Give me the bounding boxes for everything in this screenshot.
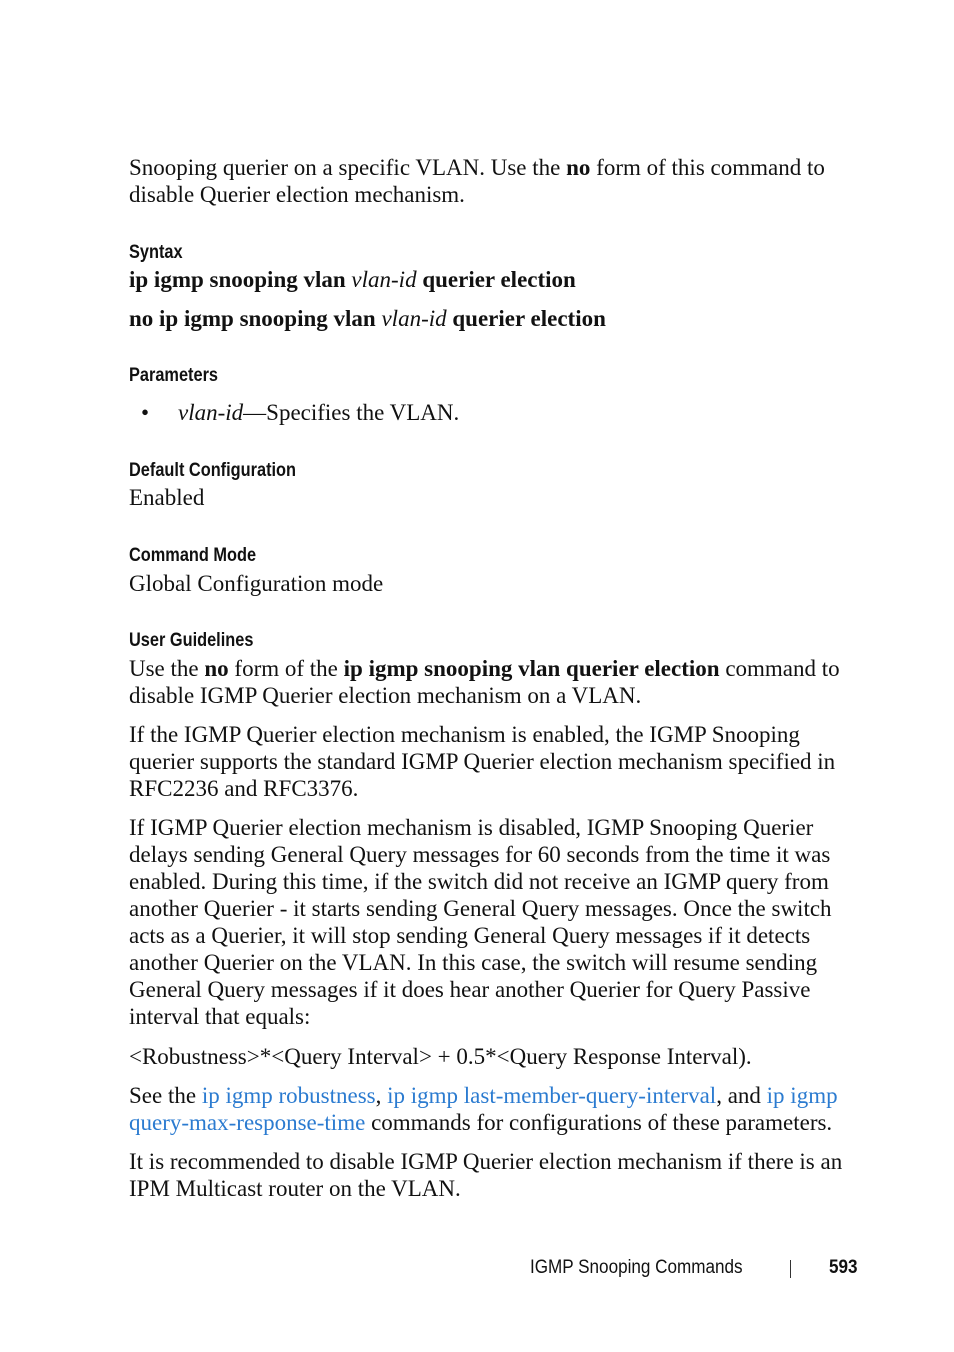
syntax-heading: Syntax: [129, 242, 183, 263]
guideline-paragraph-5: [129, 1082, 859, 1136]
guideline-text: See the: [129, 1083, 202, 1108]
parameters-heading: Parameters: [129, 365, 219, 386]
command-text: ip igmp snooping vlan: [129, 267, 352, 292]
ip-igmp-robustness-link[interactable]: ip igmp robustness: [201, 1083, 376, 1108]
separator-text: ,: [375, 1083, 388, 1108]
parameter-item: [178, 399, 459, 426]
guideline-text: form of the: [228, 656, 344, 681]
user-guidelines-heading: User Guidelines: [129, 630, 254, 651]
command-text: querier election: [446, 306, 606, 331]
guideline-paragraph-2: If the IGMP Querier election mechanism is enabled, the IGMP Snooping querier supports the standard IGMP Querier election mechanism specified in RFC2236 and RFC3376.: [129, 722, 836, 801]
command-text: querier election: [416, 267, 576, 292]
footer-section-title: IGMP Snooping Commands: [530, 1257, 743, 1278]
default-configuration-heading: Default Configuration: [129, 460, 297, 481]
guideline-text: Use the: [129, 656, 205, 681]
intro-paragraph: [129, 154, 859, 208]
command-mode-value: Global Configuration mode: [129, 571, 384, 596]
guideline-formula: <Robustness>*<Query Interval> + 0.5*<Query Response Interval).: [129, 1044, 752, 1069]
intro-text: Snooping querier on a specific VLAN. Use the: [129, 155, 567, 180]
no-keyword: no: [204, 656, 229, 681]
bullet: •: [141, 400, 150, 425]
guideline-paragraph-6: It is recommended to disable IGMP Querier election mechanism if there is an IPM Multicast router on the VLAN.: [129, 1149, 843, 1201]
intro-text: disable Querier election mechanism.: [129, 182, 465, 207]
footer-divider: [790, 1260, 791, 1278]
ip-igmp-last-member-query-interval-link[interactable]: ip igmp last-member-query-interval: [387, 1083, 717, 1108]
parameter-description: —Specifies the VLAN.: [243, 400, 460, 425]
command-text: no ip igmp snooping vlan: [129, 306, 382, 331]
default-configuration-value: Enabled: [129, 485, 205, 510]
page-number: 593: [829, 1257, 858, 1278]
separator-text: , and: [716, 1083, 767, 1108]
vlan-id-variable: vlan-id: [381, 306, 447, 331]
syntax-no-command: [129, 305, 859, 332]
no-keyword: no: [566, 155, 591, 180]
guideline-text: commands for configurations of these parameters.: [365, 1110, 833, 1135]
command-mode-heading: Command Mode: [129, 545, 257, 566]
syntax-command: [129, 266, 859, 293]
guideline-paragraph-1: [129, 655, 859, 709]
guideline-paragraph-3: If IGMP Querier election mechanism is disabled, IGMP Snooping Querier delays sending General Query messages for 60 seconds from the time it was enabled. During this time, if the switch did not receive an IGMP query from another Querier - it starts sending General Query messages. Once the switch acts as a Querier, it will stop sending General Query messages if it detects another Querier on the VLAN. In this case, the switch will resume sending General Query messages if it does hear another Querier for Query Passive interval that equals:: [129, 815, 832, 1029]
intro-text: form of this command to: [590, 155, 825, 180]
vlan-id-variable: vlan-id: [351, 267, 417, 292]
ip-igmp-query-max-response-time-link[interactable]: ip igmp query-max-response-time: [129, 1083, 838, 1135]
command-keyword: ip igmp snooping vlan querier election: [343, 656, 720, 681]
guideline-text: command to disable IGMP Querier election mechanism on a VLAN.: [129, 656, 840, 708]
vlan-id-variable: vlan-id: [178, 400, 244, 425]
